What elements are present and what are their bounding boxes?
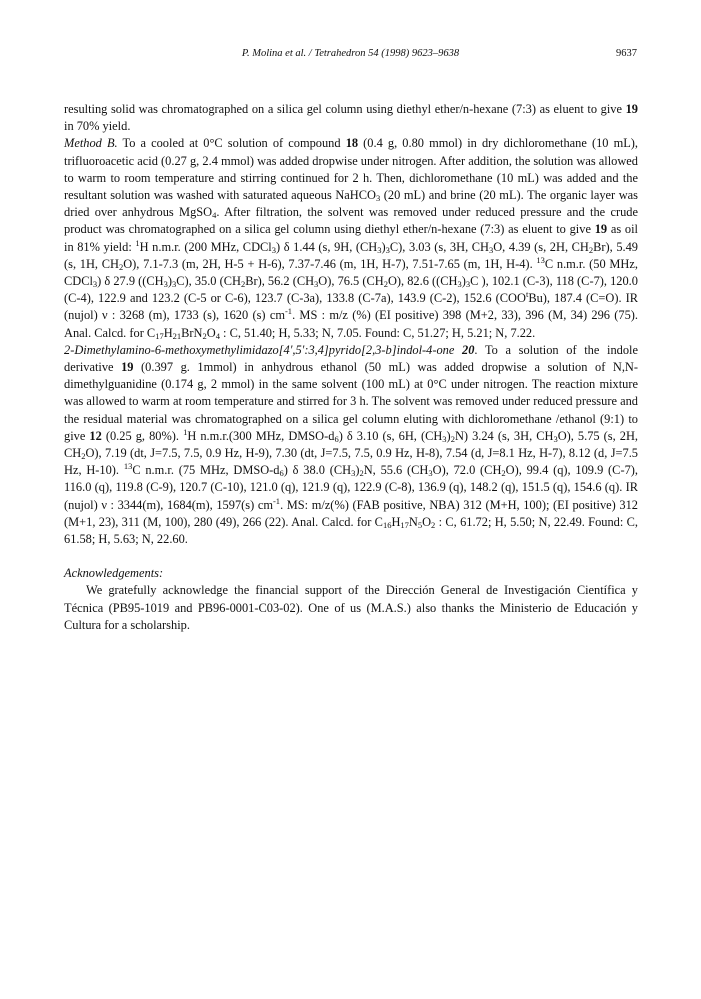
- paragraph-method-b: Method B. To a cooled at 0°C solution of compound 18 (0.4 g, 0.80 mmol) in dry dichloromethane (10 mL), trifluoroacetic acid (0.27 g, 2.4 mmol) was added dropwise under nitrogen. After addition, the solution was allowed to warm to room temperature and stirring continued for 2 h. Then, dichloromethane (10 mL) was added and the resultant solution was washed with saturated aqueous NaHCO$_3$ (20 mL) and brine (20 mL). The organic layer was dried over anhydrous MgSO$_4$. After filtration, the solvent was removed under reduced pressure and the crude product was chromatographed on a silica gel column using diethyl ether/n-hexane (7:3) as eluent to give 19 as oil in 81% yield: $^1$H n.m.r. (200 MHz, CDCl$_3$) δ 1.44 (s, 9H, $(CH_3)_3C$), 3.03 (s, 3H, $CH_3O$, 4.39 (s, 2H, $CH_2Br$), 5.49 (s, 1H, $CH_2O$), 7.1-7.3 (m, 2H, H-5 + H-6), 7.37-7.46 (m, 1H, H-7), 7.51-7.65 (m, 1H, H-4). $^{13}$C n.m.r. (50 MHz, CDCl$_3$) δ 27.9 $((CH_3)_3C)$, 35.0 $(CH_2Br)$, 56.2 $(CH_3O)$, 76.5 $(CH_2O)$, 82.6 ($(CH_3)_3C$ ), 102.1 (C-3), 118 (C-7), 120.0 (C-4), 122.9 and 123.2 (C-5 or C-6), 123.7 (C-3a), 133.8 (C-7a), 143.9 (C-2), 152.6 (COO$^t$Bu), 187.4 (C=O). IR (nujol) ν : 3268 (m), 1733 (s), 1620 (s) $cm^{-1}$. MS : m/z (%) (EI positive) 398 (M+2, 33), 396 (M, 34) 296 (75). Anal. Calcd. for $C_{17}H_{21}BrN_2O_4$ : C, 51.40; H, 5.33; N, 7.05. Found: C, 51.27; H, 5.21; N, 7.22.: [64, 136, 639, 341]
- running-header: [0, 48, 701, 64]
- acknowledgements-heading: Acknowledgements:: [64, 566, 164, 581]
- page-number: 9637: [616, 48, 637, 59]
- paragraph-compound-20: 2-Dimethylamino-6-methoxymethylimidazo[4',5':3,4]pyrido[2,3-b]indol-4-one 20. To a solution of the indole derivative 19 (0.397 g. 1mmol) in anhydrous ethanol (50 mL) was added dropwise a solution of N,N-dimethylguanidine (0.174 g, 2 mmol) in the same solvent (100 mL) at 0°C under nitrogen. The reaction mixture was allowed to warm at room temperature and stirred for 3 h. The solvent was removed under reduced pressure and the residual material was chromatographed on a silica gel column eluting with dichloromethane /ethanol (9:1) to give 12 (0.25 g, 80%). $^1$H n.m.r.(300 MHz, DMSO-$d_6$) δ 3.10 (s, 6H, $(CH_3)_2N$) 3.24 (s, 3H, $CH_3O$), 5.75 (s, 2H, $CH_2O$), 7.19 (dt, J=7.5, 7.5, 0.9 Hz, H-9), 7.30 (dt, J=7.5, 7.5, 0.9 Hz, H-8), 7.54 (d, J=8.1 Hz, H-7), 8.12 (d, J=7.5 Hz, H-10). $^{13}$C n.m.r. (75 MHz, DMSO-$d_6$) δ 38.0 $(CH_3)_2N$, 55.6 $(CH_3O)$, 72.0 $(CH_2O)$, 99.4 (q), 109.9 (C-7), 116.0 (q), 119.8 (C-9), 120.7 (C-10), 121.0 (q), 121.9 (q), 122.9 (C-8), 136.9 (q), 148.2 (q), 151.5 (q), 154.6 (q). IR (nujol) ν : 3344(m), 1684(m), 1597(s) $cm^{-1}$. MS: m/z(%) (FAB positive, NBA) 312 (M+H, 100); (EI positive) 312 (M+1, 23), 311 (M, 100), 280 (49), 266 (22). Anal. Calcd. for $C_{16}H_{17}N_5O_2$ : C, 61.72; H, 5.50; N, 22.49. Found: C, 61.58; H, 5.63; N, 22.60.: [64, 342, 639, 547]
- running-title: P. Molina et al. / Tetrahedron 54 (1998) 9623–9638: [241, 48, 460, 59]
- article-body: [64, 101, 638, 634]
- acknowledgements-text: We gratefully acknowledge the financial support of the Dirección General de Investigación Científica y Técnica (PB95-1019 and PB96-0001-C03-02). One of us (M.A.S.) also thanks the Ministerio de Educación y Cultura for a scholarship.: [64, 583, 638, 632]
- paragraph-method-a-end: resulting solid was chromatographed on a silica gel column using diethyl ether/n-hexane (7:3) as eluent to give 19 in 70% yield.: [64, 102, 638, 134]
